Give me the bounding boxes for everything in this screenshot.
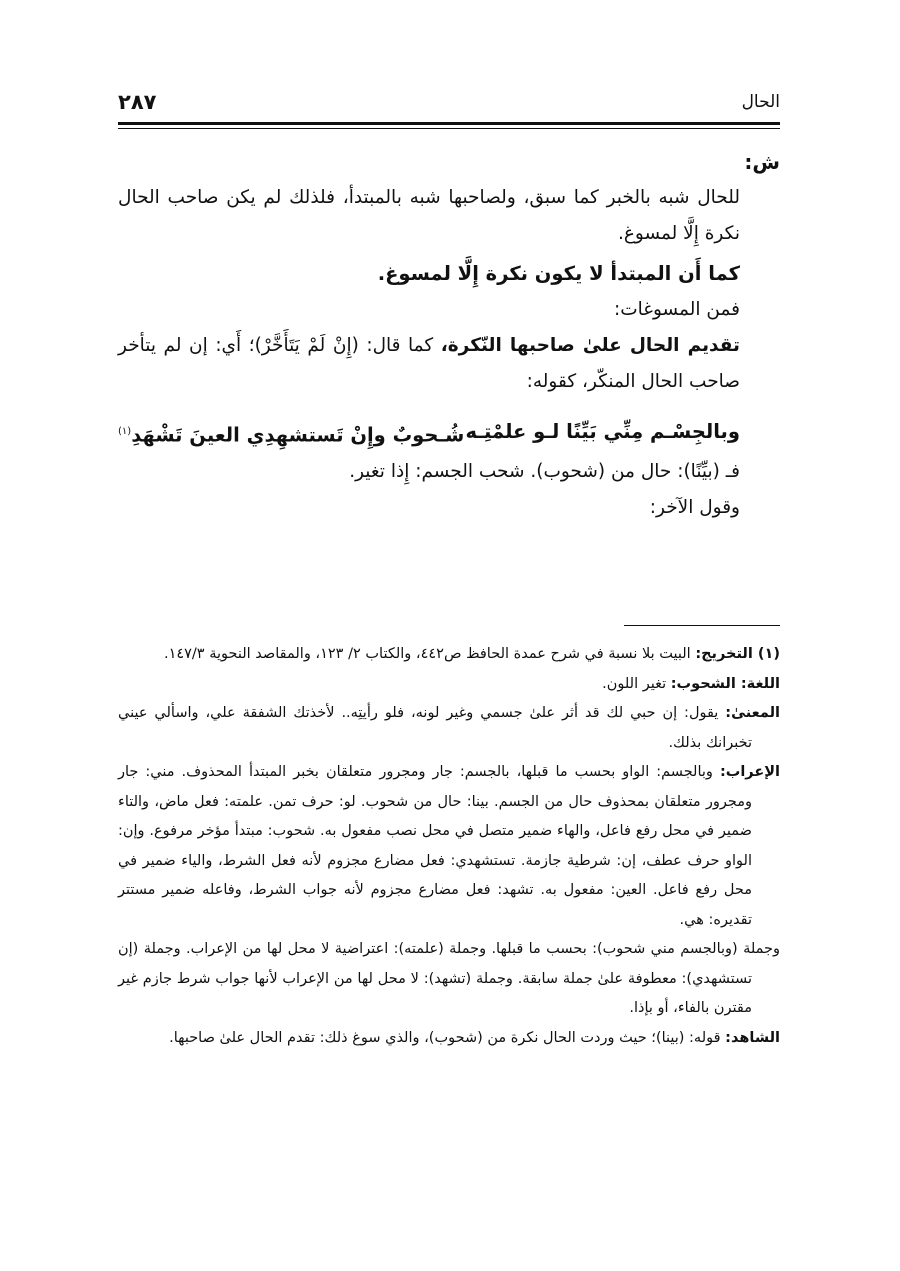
poetry-verse xyxy=(118,414,780,454)
footnote-lugha xyxy=(118,670,780,700)
paragraph xyxy=(118,328,780,400)
footnote-label: المعنىٰ: xyxy=(725,705,780,721)
footnote-text: قوله: (بينا)؛ حيث وردت الحال نكرة من (شحوب)، والذي سوغ ذلك: تقدم الحال علىٰ صاحبها. xyxy=(169,1029,726,1046)
paragraph: فمن المسوغات: xyxy=(614,299,740,320)
footnote-jumal: وجملة (وبالجسم مني شحوب): بحسب ما قبلها. وجملة (علمته): اعتراضية لا محل لها من الإعراب. وجملة (إن تستشهدي): معطوفة علىٰ جملة سابقة. وجملة (تشهد): لا محل لها من الإعراب لأنها جواب شرط جازم غير مقترن بالفاء، أو بإذا. xyxy=(118,941,780,1016)
footnote-irab xyxy=(118,758,780,935)
commentary-heading: ش: xyxy=(744,150,780,174)
emphasis: تقديم الحال علىٰ صاحبها النّكرة، xyxy=(440,335,740,356)
header-rule-thin xyxy=(118,128,780,129)
verse-second-text: شُـحوبٌ وإِنْ تَستشهِدِي العينَ تَشْهَدِ xyxy=(131,423,465,447)
header-rule-thick xyxy=(118,122,780,125)
paragraph: فـ (بيِّنًا): حال من (شحوب). شحب الجسم: إِذا تغير. xyxy=(349,460,740,482)
footnote-separator xyxy=(624,625,780,626)
footnote-label: اللغة: xyxy=(740,675,780,692)
verse-first-hemistich: وبالجِسْـم مِنِّي بَيِّنًا لـو علمْتِـه xyxy=(465,420,740,443)
footnote-mana xyxy=(118,699,780,758)
footnote-marker: (١) xyxy=(118,426,132,437)
matn-quote: كما أَن المبتدأ لا يكون نكرة إِلَّا لمسوغ. xyxy=(377,262,740,285)
paragraph: للحال شبه بالخبر كما سبق، ولصاحبها شبه بالمبتدأ، فلذلك لم يكن صاحب الحال نكرة إِلَّا لمسوغ. xyxy=(118,187,740,244)
page-number: ٢٨٧ xyxy=(118,90,157,114)
paragraph: وقول الآخر: xyxy=(649,496,740,518)
footnote-text: يقول: إن حبي لك قد أثر علىٰ جسمي وغير لونه، فلو رأيتِه.. لأخذتك الشفقة علي، واسألي عيني تخبرانك بذلك. xyxy=(118,705,752,751)
chapter-title: الحال xyxy=(741,92,780,112)
footnote-text: وبالجسم: الواو بحسب ما قبلها، بالجسم: جار ومجرور متعلقان بخبر المبتدأ المحذوف. مني: جار ومجرور متعلقان بمحذوف حال من الجسم. بينا: حال من شحوب. لو: حرف تمن. علمته: فعل ماض، والتاء ضمير في محل رفع فاعل، والهاء ضمير متصل في محل نصب مفعول به. شحوب: مبتدأ مؤخر مرفوع. وإن: الواو حرف عطف، إن: شرطية جازمة. تستشهدي: فعل مضارع مجزوم لأنه فعل الشرط، والياء ضمير في محل رفع فاعل. العين: مفعول به. تشهد: فعل مضارع مجزوم لأنه جواب الشرط، وفاعله ضمير مستتر تقديره: هي. xyxy=(118,764,752,928)
footnote-text: تغير اللون. xyxy=(602,675,671,692)
footnote-shahid xyxy=(118,1024,780,1054)
footnote-term: الشحوب: xyxy=(670,675,741,692)
verse-second-hemistich xyxy=(118,414,464,454)
paragraph-text: كما قال: (إِنْ لَمْ يَتَأَخَّرْ)؛ أَي: إن لم يتأخر صاحب الحال المنكّر، كقوله: xyxy=(118,335,740,392)
footnote-takhrij xyxy=(118,640,780,670)
footnote-label: الشاهد: xyxy=(725,1029,780,1046)
footnotes xyxy=(118,640,780,1053)
main-text xyxy=(118,144,780,526)
footnote-text: البيت بلا نسبة في شرح عمدة الحافظ ص٤٤٢، والكتاب ٢/ ١٢٣، والمقاصد النحوية ١٤٧/٣. xyxy=(163,646,696,662)
footnote-label: (١) التخريج: xyxy=(695,646,780,662)
footnote-label: الإعراب: xyxy=(719,764,780,780)
running-header xyxy=(118,86,780,118)
